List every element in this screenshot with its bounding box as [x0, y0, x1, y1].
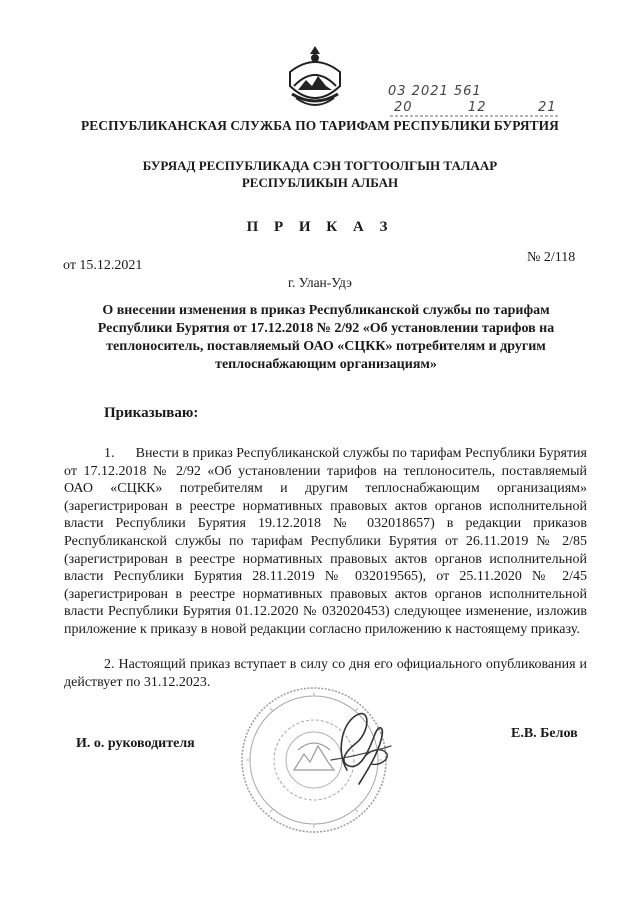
document-number: № 2/118 [527, 250, 576, 265]
registration-month-handwritten: 12 [468, 100, 487, 115]
signer-position: И. о. руководителя [76, 736, 195, 751]
document-date: от 15.12.2021 [63, 258, 143, 273]
coat-of-arms-emblem [282, 42, 348, 112]
organization-name-buryat-line2: РЕСПУБЛИКЫН АЛБАН [241, 175, 399, 190]
document-city: г. Улан-Удэ [288, 275, 352, 290]
organization-name-buryat [0, 157, 640, 191]
registration-number-handwritten: 03 2021 561 [388, 84, 482, 99]
organization-name-russian: РЕСПУБЛИКАНСКАЯ СЛУЖБА ПО ТАРИФАМ РЕСПУБЛИКИ БУРЯТИЯ [81, 118, 559, 133]
document-subject: О внесении изменения в приказ Республиканской службы по тарифам Республики Бурятия от 17.12.2018 № 2/92 «Об установлении тарифов на теплоноситель, поставляемый ОАО «СЦКК» потребителям и другим теплоснабжающим организациям» [97, 303, 555, 372]
paragraph-2: 2. Настоящий приказ вступает в силу со дня его официального опубликования и действует по 31.12.2023. [64, 657, 587, 690]
paragraph-1: 1. Внести в приказ Республиканской службы по тарифам Республики Бурятия от 17.12.2018 № 2/92 «Об установлении тарифов на теплоноситель, поставляемый ОАО «СЦКК» потребителям и другим теплоснабжающим организациям» (зарегистрирован в реестре нормативных правовых актов органов исполнительной власти Республики Бурятия 19.12.2018 № 032018657) в редакции приказов Республиканской службы по тарифам Республики Бурятия от 26.11.2019 № 2/85 (зарегистрирован в реестре нормативных правовых актов органов исполнительной власти Республики Бурятия 28.11.2019 № 032019565), от 25.11.2020 № 2/45 (зарегистрирован в реестре нормативных правовых актов органов исполнительной власти Республики Бурятия 01.12.2020 № 032020453) следующее изменение, изложив приложение к приказу в новой редакции согласно приложению к настоящему приказу. [64, 446, 587, 637]
registration-day-handwritten: 20 [394, 100, 413, 115]
handwritten-signature [325, 700, 395, 790]
signer-name: Е.В. Белов [511, 726, 578, 741]
organization-name-buryat-line1: БУРЯАД РЕСПУБЛИКАДА СЭН ТОГТООЛГЫН ТАЛААР [142, 158, 498, 173]
registration-year-handwritten: 21 [538, 100, 557, 115]
document-title: П Р И К А З [246, 219, 394, 235]
order-word: Приказываю: [104, 405, 199, 421]
